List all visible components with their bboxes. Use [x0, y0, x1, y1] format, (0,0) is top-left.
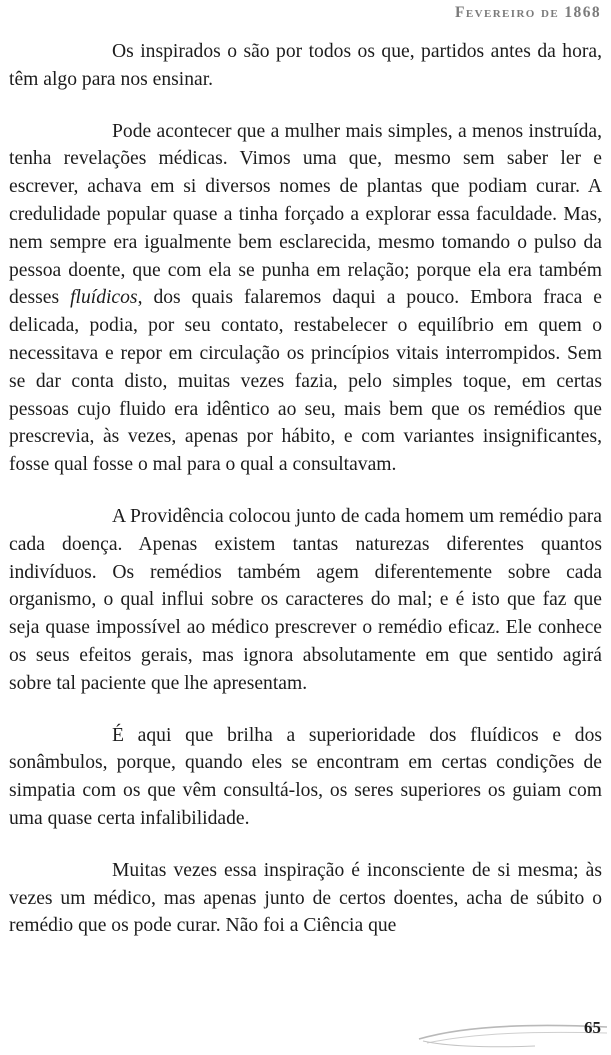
page-number: 65 — [584, 1018, 601, 1037]
body-text — [9, 38, 602, 940]
paragraph-1: Os inspirados o são por todos os que, partidos antes da hora, têm algo para nos ensinar. — [9, 41, 602, 90]
paragraph-2-text-end: , dos quais falaremos daqui a pouco. Embora fraca e delicada, podia, por seu contato, restabelecer o equilíbrio em quem o necessitava e repor em circulação os princípios vitais interrompidos. Sem se dar conta disto, muitas vezes fazia, pelo simples toque, em certas pessoas cujo fluido era idêntico ao seu, mais bem que os remédios que prescrevia, às vezes, apenas por hábito, e com variantes insignificantes, fosse qual fosse o mal para o qual a consultavam. — [9, 287, 602, 476]
emphasis-fluidicos: fluídicos — [70, 287, 138, 309]
running-head: Fevereiro de 1868 — [455, 4, 601, 21]
paragraph-5: Muitas vezes essa inspiração é inconsciente de si mesma; às vezes um médico, mas apenas junto de certos doentes, acha de súbito o remédio que os pode curar. Não foi a Ciência que — [9, 859, 602, 937]
paragraph-2-text-start: Pode acontecer que a mulher mais simples, a menos instruída, tenha revelações médicas. Vimos uma que, mesmo sem saber ler e escrever, achava em si diversos nomes de plantas que podiam curar. A credulidade popular quase a tinha forçado a explorar essa faculdade. Mas, nem sempre era igualmente bem esclarecida, mesmo tomando o pulso da pessoa doente, que com ela se punha em relação; porque ela era também desses — [9, 120, 602, 309]
page-ornament-swoosh — [415, 1015, 611, 1049]
paragraph-4: É aqui que brilha a superioridade dos fluídicos e dos sonâmbulos, porque, quando eles se encontram em certas condições de simpatia com os que vêm consultá-los, os seres superiores os guiam com uma quase certa infalibilidade. — [9, 724, 602, 829]
paragraph-3: A Providência colocou junto de cada homem um remédio para cada doença. Apenas existem tantas naturezas diferentes quantos indivíduos. Os remédios também agem diferentemente sobre cada organismo, o qual influi sobre os caracteres do mal; e é isto que faz que seja quase impossível ao médico prescrever o remédio eficaz. Ele conhece os seus efeitos gerais, mas ignora absolutamente em que sentido agirá sobre tal paciente que lhe apresentam. — [9, 505, 602, 694]
paragraph-2 — [9, 118, 602, 479]
